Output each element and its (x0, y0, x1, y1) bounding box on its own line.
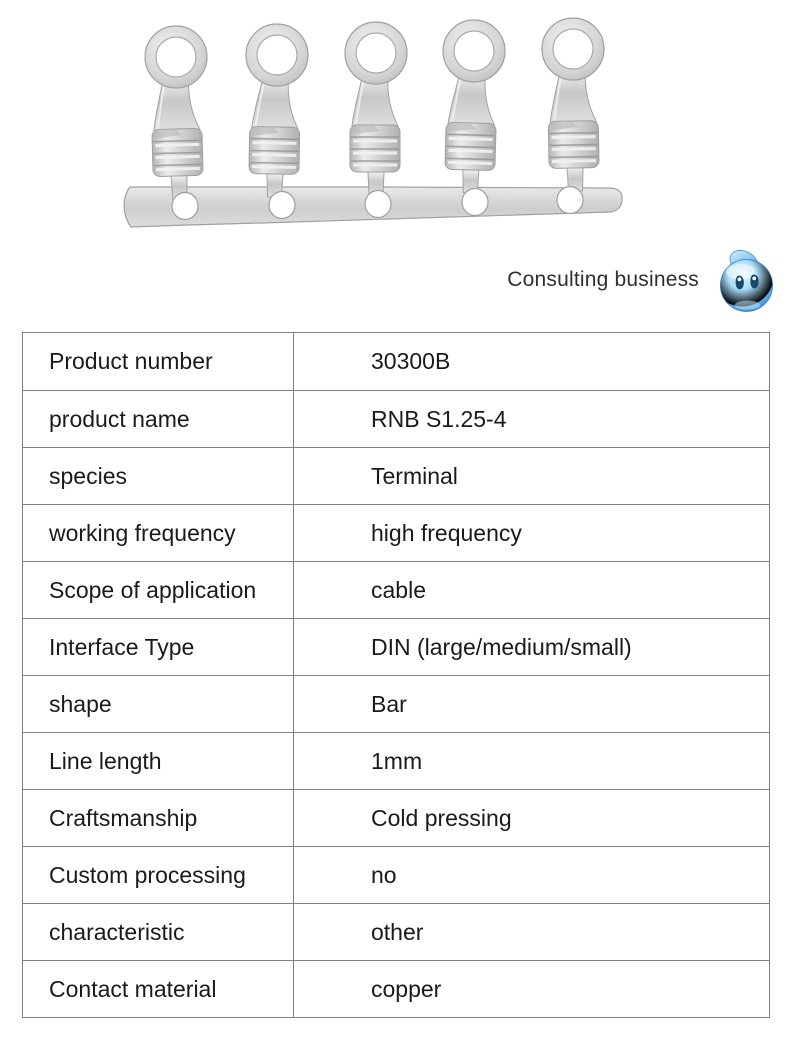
terminal-2 (244, 23, 309, 197)
spec-value: RNB S1.25-4 (371, 405, 507, 432)
terminal-5 (541, 17, 606, 191)
spec-label: Contact material (23, 961, 294, 1017)
spec-label: Line length (23, 733, 294, 789)
spec-label: Custom processing (23, 847, 294, 903)
spec-value: Bar (371, 690, 407, 717)
ring-terminals-photo-image (118, 10, 663, 242)
terminal-4 (439, 19, 506, 194)
spec-value: Cold pressing (371, 804, 512, 831)
spec-value: 1mm (371, 747, 423, 774)
spec-table (22, 332, 770, 1018)
product-photo (118, 10, 663, 242)
spec-label: shape (23, 676, 294, 732)
spec-value: high frequency (371, 519, 522, 546)
spec-value: cable (371, 576, 426, 603)
spec-label: characteristic (23, 904, 294, 960)
spec-label: Craftsmanship (23, 790, 294, 846)
spec-row-scope-of-application (23, 561, 769, 618)
terminal-1 (144, 25, 211, 200)
spec-label: species (23, 448, 294, 504)
spec-value: other (371, 918, 424, 945)
spec-row-working-frequency (23, 504, 769, 561)
spec-label: working frequency (23, 505, 294, 561)
spec-row-craftsmanship (23, 789, 769, 846)
spec-row-interface-type (23, 618, 769, 675)
spec-value: copper (371, 975, 442, 1002)
spec-row-species (23, 447, 769, 504)
spec-row-line-length (23, 732, 769, 789)
spec-row-product-number (23, 333, 769, 390)
consult-business-label: Consulting business (507, 268, 699, 291)
spec-row-custom-processing (23, 846, 769, 903)
spec-label: product name (23, 391, 294, 447)
spec-label: Scope of application (23, 562, 294, 618)
spec-row-product-name (23, 390, 769, 447)
terminal-3 (345, 22, 407, 195)
spec-label: Product number (23, 333, 294, 390)
spec-value: no (371, 861, 397, 888)
spec-value: DIN (large/medium/small) (371, 633, 632, 660)
spec-value: 30300B (371, 348, 451, 374)
spec-row-contact-material (23, 960, 769, 1017)
spec-row-shape (23, 675, 769, 732)
chat-mascot-water-drop-icon[interactable] (712, 249, 779, 312)
spec-row-characteristic (23, 903, 769, 960)
spec-label: Interface Type (23, 619, 294, 675)
consult-business-button[interactable] (507, 247, 779, 313)
spec-value: Terminal (371, 462, 458, 489)
